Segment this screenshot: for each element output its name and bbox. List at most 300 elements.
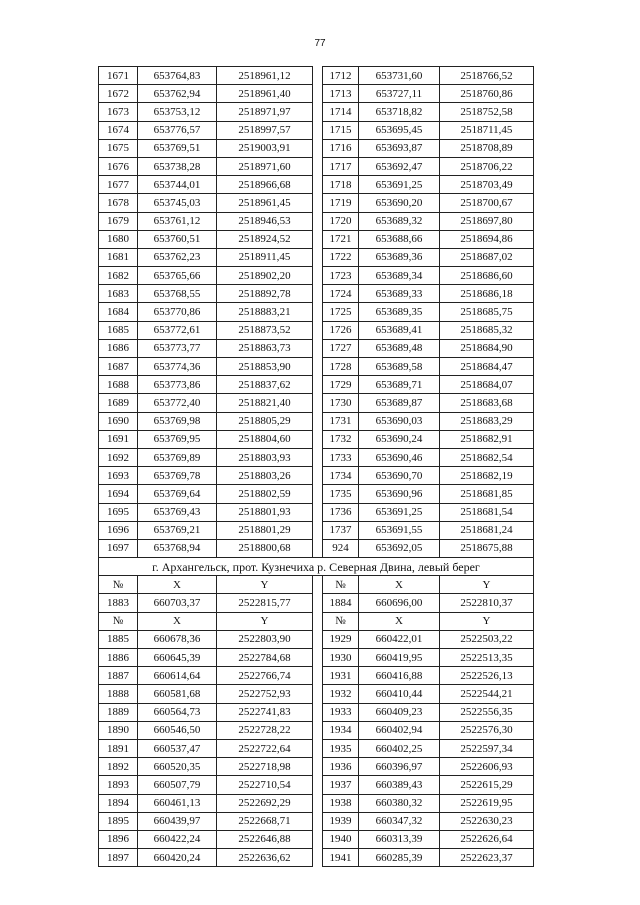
x-coordinate-cell: 660546,50 — [138, 721, 217, 739]
x-coordinate-cell: 660380,32 — [359, 794, 440, 812]
column-gap — [313, 103, 323, 121]
column-gap — [313, 339, 323, 357]
column-gap — [313, 285, 323, 303]
y-coordinate-cell: 2522556,35 — [440, 703, 534, 721]
x-coordinate-cell: 660564,73 — [138, 703, 217, 721]
y-coordinate-cell: 2518681,54 — [440, 503, 534, 521]
y-coordinate-cell: 2518803,93 — [217, 448, 313, 466]
y-coordinate-cell: 2522668,71 — [217, 812, 313, 830]
x-coordinate-cell: 653764,83 — [138, 67, 217, 85]
y-coordinate-cell: 2518911,45 — [217, 248, 313, 266]
y-coordinate-cell: 2522710,54 — [217, 776, 313, 794]
column-gap — [313, 67, 323, 85]
x-coordinate-cell: 660347,32 — [359, 812, 440, 830]
y-coordinate-cell: 2518681,24 — [440, 521, 534, 539]
y-coordinate-cell: 2522741,83 — [217, 703, 313, 721]
x-coordinate-cell: 660402,25 — [359, 739, 440, 757]
x-coordinate-cell: 653774,36 — [138, 358, 217, 376]
coordinates-table — [98, 66, 534, 867]
table-row — [99, 703, 534, 721]
y-coordinate-cell: 2518682,19 — [440, 467, 534, 485]
table-row — [99, 594, 534, 612]
point-number-cell: 1938 — [323, 794, 359, 812]
y-header: Y — [440, 612, 534, 630]
column-gap — [313, 139, 323, 157]
table-row — [99, 503, 534, 521]
x-coordinate-cell: 660410,44 — [359, 685, 440, 703]
column-gap — [313, 230, 323, 248]
table-row — [99, 739, 534, 757]
y-coordinate-cell: 2522606,93 — [440, 758, 534, 776]
point-number-cell: 1683 — [99, 285, 138, 303]
column-gap — [313, 703, 323, 721]
column-gap — [313, 303, 323, 321]
y-coordinate-cell: 2518883,21 — [217, 303, 313, 321]
y-coordinate-cell: 2518682,91 — [440, 430, 534, 448]
y-coordinate-cell: 2518800,68 — [217, 539, 313, 557]
y-coordinate-cell: 2518892,78 — [217, 285, 313, 303]
y-coordinate-cell: 2518694,86 — [440, 230, 534, 248]
x-coordinate-cell: 660461,13 — [138, 794, 217, 812]
table-row — [99, 794, 534, 812]
point-number-cell: 1677 — [99, 176, 138, 194]
y-coordinate-cell: 2518853,90 — [217, 358, 313, 376]
y-coordinate-cell: 2518683,68 — [440, 394, 534, 412]
x-coordinate-cell: 653690,96 — [359, 485, 440, 503]
column-gap — [313, 485, 323, 503]
x-coordinate-cell: 653773,77 — [138, 339, 217, 357]
point-number-cell: 1726 — [323, 321, 359, 339]
y-coordinate-cell: 2518946,53 — [217, 212, 313, 230]
column-gap — [313, 685, 323, 703]
point-number-cell: 1689 — [99, 394, 138, 412]
y-coordinate-cell: 2518752,58 — [440, 103, 534, 121]
x-header: X — [138, 576, 217, 594]
y-coordinate-cell: 2522597,34 — [440, 739, 534, 757]
table-row — [99, 248, 534, 266]
number-header: № — [323, 612, 359, 630]
table-row — [99, 212, 534, 230]
table-row — [99, 721, 534, 739]
column-gap — [313, 667, 323, 685]
y-coordinate-cell: 2518684,47 — [440, 358, 534, 376]
point-number-cell: 1894 — [99, 794, 138, 812]
point-number-cell: 1736 — [323, 503, 359, 521]
point-number-cell: 1731 — [323, 412, 359, 430]
point-number-cell: 1734 — [323, 467, 359, 485]
x-coordinate-cell: 660696,00 — [359, 594, 440, 612]
x-coordinate-cell: 660439,97 — [138, 812, 217, 830]
point-number-cell: 1675 — [99, 139, 138, 157]
point-number-cell: 1936 — [323, 758, 359, 776]
point-number-cell: 1691 — [99, 430, 138, 448]
point-number-cell: 924 — [323, 539, 359, 557]
point-number-cell: 1672 — [99, 85, 138, 103]
point-number-cell: 1733 — [323, 448, 359, 466]
y-coordinate-cell: 2518685,32 — [440, 321, 534, 339]
x-coordinate-cell: 660678,36 — [138, 630, 217, 648]
x-coordinate-cell: 653768,55 — [138, 285, 217, 303]
table-row — [99, 85, 534, 103]
y-coordinate-cell: 2522544,21 — [440, 685, 534, 703]
x-coordinate-cell: 660614,64 — [138, 667, 217, 685]
x-coordinate-cell: 653691,25 — [359, 503, 440, 521]
table-row — [99, 667, 534, 685]
x-coordinate-cell: 653769,21 — [138, 521, 217, 539]
point-number-cell: 1932 — [323, 685, 359, 703]
page-number: 77 — [314, 38, 326, 49]
x-coordinate-cell: 660703,37 — [138, 594, 217, 612]
table-row — [99, 230, 534, 248]
table-row — [99, 521, 534, 539]
table-row — [99, 285, 534, 303]
column-gap — [313, 394, 323, 412]
y-coordinate-cell: 2518961,45 — [217, 194, 313, 212]
point-number-cell: 1884 — [323, 594, 359, 612]
y-coordinate-cell: 2518966,68 — [217, 176, 313, 194]
point-number-cell: 1723 — [323, 267, 359, 285]
x-coordinate-cell: 653690,24 — [359, 430, 440, 448]
x-coordinate-cell: 653769,43 — [138, 503, 217, 521]
point-number-cell: 1929 — [323, 630, 359, 648]
y-coordinate-cell: 2522503,22 — [440, 630, 534, 648]
point-number-cell: 1729 — [323, 376, 359, 394]
table-row — [99, 303, 534, 321]
x-coordinate-cell: 653718,82 — [359, 103, 440, 121]
column-gap — [313, 649, 323, 667]
y-coordinate-cell: 2518675,88 — [440, 539, 534, 557]
x-coordinate-cell: 653761,12 — [138, 212, 217, 230]
table-row — [99, 830, 534, 848]
number-header: № — [99, 576, 138, 594]
table-row — [99, 394, 534, 412]
column-gap — [313, 812, 323, 830]
column-gap — [313, 212, 323, 230]
y-coordinate-cell: 2522752,93 — [217, 685, 313, 703]
y-coordinate-cell: 2518837,62 — [217, 376, 313, 394]
table-row — [99, 448, 534, 466]
y-header: Y — [217, 612, 313, 630]
point-number-cell: 1893 — [99, 776, 138, 794]
column-gap — [313, 248, 323, 266]
x-coordinate-cell: 653776,57 — [138, 121, 217, 139]
header-row — [99, 576, 534, 594]
point-number-cell: 1735 — [323, 485, 359, 503]
point-number-cell: 1714 — [323, 103, 359, 121]
point-number-cell: 1686 — [99, 339, 138, 357]
x-coordinate-cell: 653769,98 — [138, 412, 217, 430]
point-number-cell: 1940 — [323, 830, 359, 848]
column-gap — [313, 467, 323, 485]
x-coordinate-cell: 653695,45 — [359, 121, 440, 139]
y-coordinate-cell: 2522803,90 — [217, 630, 313, 648]
y-coordinate-cell: 2518685,75 — [440, 303, 534, 321]
y-coordinate-cell: 2522646,88 — [217, 830, 313, 848]
y-coordinate-cell: 2519003,91 — [217, 139, 313, 157]
column-gap — [313, 576, 323, 594]
column-gap — [313, 830, 323, 848]
point-number-cell: 1897 — [99, 849, 138, 867]
x-coordinate-cell: 653744,01 — [138, 176, 217, 194]
x-coordinate-cell: 653768,94 — [138, 539, 217, 557]
x-coordinate-cell: 653690,20 — [359, 194, 440, 212]
x-coordinate-cell: 653689,41 — [359, 321, 440, 339]
x-coordinate-cell: 653772,40 — [138, 394, 217, 412]
y-coordinate-cell: 2518971,60 — [217, 157, 313, 175]
point-number-cell: 1685 — [99, 321, 138, 339]
point-number-cell: 1935 — [323, 739, 359, 757]
column-gap — [313, 157, 323, 175]
point-number-cell: 1931 — [323, 667, 359, 685]
point-number-cell: 1934 — [323, 721, 359, 739]
point-number-cell: 1694 — [99, 485, 138, 503]
point-number-cell: 1933 — [323, 703, 359, 721]
point-number-cell: 1697 — [99, 539, 138, 557]
y-coordinate-cell: 2518961,12 — [217, 67, 313, 85]
x-coordinate-cell: 660537,47 — [138, 739, 217, 757]
column-gap — [313, 412, 323, 430]
x-coordinate-cell: 653689,71 — [359, 376, 440, 394]
y-coordinate-cell: 2518760,86 — [440, 85, 534, 103]
column-gap — [313, 776, 323, 794]
table-row — [99, 176, 534, 194]
point-number-cell: 1892 — [99, 758, 138, 776]
y-coordinate-cell: 2518708,89 — [440, 139, 534, 157]
y-coordinate-cell: 2518703,49 — [440, 176, 534, 194]
y-coordinate-cell: 2522615,29 — [440, 776, 534, 794]
table-row — [99, 157, 534, 175]
point-number-cell: 1712 — [323, 67, 359, 85]
y-header: Y — [217, 576, 313, 594]
point-number-cell: 1720 — [323, 212, 359, 230]
x-coordinate-cell: 653760,51 — [138, 230, 217, 248]
x-coordinate-cell: 653689,36 — [359, 248, 440, 266]
column-gap — [313, 194, 323, 212]
point-number-cell: 1883 — [99, 594, 138, 612]
y-coordinate-cell: 2518686,60 — [440, 267, 534, 285]
x-coordinate-cell: 660581,68 — [138, 685, 217, 703]
x-coordinate-cell: 653765,66 — [138, 267, 217, 285]
point-number-cell: 1718 — [323, 176, 359, 194]
x-coordinate-cell: 660645,39 — [138, 649, 217, 667]
x-coordinate-cell: 653772,61 — [138, 321, 217, 339]
x-coordinate-cell: 653762,94 — [138, 85, 217, 103]
point-number-cell: 1896 — [99, 830, 138, 848]
table-row — [99, 376, 534, 394]
table-row — [99, 430, 534, 448]
y-coordinate-cell: 2522630,23 — [440, 812, 534, 830]
column-gap — [313, 503, 323, 521]
y-coordinate-cell: 2518766,52 — [440, 67, 534, 85]
column-gap — [313, 85, 323, 103]
y-coordinate-cell: 2518802,59 — [217, 485, 313, 503]
column-gap — [313, 376, 323, 394]
point-number-cell: 1721 — [323, 230, 359, 248]
y-coordinate-cell: 2518684,90 — [440, 339, 534, 357]
y-coordinate-cell: 2518683,29 — [440, 412, 534, 430]
y-coordinate-cell: 2518687,02 — [440, 248, 534, 266]
x-coordinate-cell: 653689,58 — [359, 358, 440, 376]
point-number-cell: 1727 — [323, 339, 359, 357]
column-gap — [313, 358, 323, 376]
y-coordinate-cell: 2518684,07 — [440, 376, 534, 394]
column-gap — [313, 430, 323, 448]
x-coordinate-cell: 653753,12 — [138, 103, 217, 121]
y-coordinate-cell: 2518805,29 — [217, 412, 313, 430]
y-coordinate-cell: 2522513,35 — [440, 649, 534, 667]
x-coordinate-cell: 653727,11 — [359, 85, 440, 103]
point-number-cell: 1888 — [99, 685, 138, 703]
point-number-cell: 1676 — [99, 157, 138, 175]
point-number-cell: 1680 — [99, 230, 138, 248]
point-number-cell: 1695 — [99, 503, 138, 521]
x-coordinate-cell: 660420,24 — [138, 849, 217, 867]
point-number-cell: 1687 — [99, 358, 138, 376]
column-gap — [313, 721, 323, 739]
point-number-cell: 1895 — [99, 812, 138, 830]
y-coordinate-cell: 2518706,22 — [440, 157, 534, 175]
table-row — [99, 121, 534, 139]
column-gap — [313, 794, 323, 812]
x-coordinate-cell: 653738,28 — [138, 157, 217, 175]
point-number-cell: 1693 — [99, 467, 138, 485]
table-row — [99, 339, 534, 357]
table-row — [99, 194, 534, 212]
x-coordinate-cell: 653689,34 — [359, 267, 440, 285]
point-number-cell: 1730 — [323, 394, 359, 412]
point-number-cell: 1690 — [99, 412, 138, 430]
column-gap — [313, 321, 323, 339]
table-row — [99, 630, 534, 648]
point-number-cell: 1891 — [99, 739, 138, 757]
table-row — [99, 267, 534, 285]
point-number-cell: 1941 — [323, 849, 359, 867]
x-coordinate-cell: 660402,94 — [359, 721, 440, 739]
y-coordinate-cell: 2522526,13 — [440, 667, 534, 685]
x-coordinate-cell: 653770,86 — [138, 303, 217, 321]
column-gap — [313, 121, 323, 139]
x-coordinate-cell: 660507,79 — [138, 776, 217, 794]
x-coordinate-cell: 653769,89 — [138, 448, 217, 466]
y-coordinate-cell: 2518902,20 — [217, 267, 313, 285]
point-number-cell: 1678 — [99, 194, 138, 212]
point-number-cell: 1725 — [323, 303, 359, 321]
point-number-cell: 1722 — [323, 248, 359, 266]
point-number-cell: 1732 — [323, 430, 359, 448]
x-coordinate-cell: 653745,03 — [138, 194, 217, 212]
y-coordinate-cell: 2518686,18 — [440, 285, 534, 303]
y-coordinate-cell: 2518804,60 — [217, 430, 313, 448]
x-coordinate-cell: 653689,35 — [359, 303, 440, 321]
point-number-cell: 1674 — [99, 121, 138, 139]
column-gap — [313, 758, 323, 776]
x-coordinate-cell: 653689,48 — [359, 339, 440, 357]
y-coordinate-cell: 2518801,29 — [217, 521, 313, 539]
point-number-cell: 1717 — [323, 157, 359, 175]
x-header: X — [359, 576, 440, 594]
point-number-cell: 1679 — [99, 212, 138, 230]
x-coordinate-cell: 660419,95 — [359, 649, 440, 667]
y-coordinate-cell: 2518801,93 — [217, 503, 313, 521]
table-row — [99, 776, 534, 794]
table-row — [99, 467, 534, 485]
x-coordinate-cell: 660520,35 — [138, 758, 217, 776]
table-row — [99, 539, 534, 557]
y-coordinate-cell: 2518873,52 — [217, 321, 313, 339]
y-coordinate-cell: 2522722,64 — [217, 739, 313, 757]
point-number-cell: 1682 — [99, 267, 138, 285]
x-coordinate-cell: 660409,23 — [359, 703, 440, 721]
point-number-cell: 1681 — [99, 248, 138, 266]
x-coordinate-cell: 660422,24 — [138, 830, 217, 848]
column-gap — [313, 176, 323, 194]
point-number-cell: 1688 — [99, 376, 138, 394]
x-coordinate-cell: 660422,01 — [359, 630, 440, 648]
y-header: Y — [440, 576, 534, 594]
x-coordinate-cell: 653692,05 — [359, 539, 440, 557]
y-coordinate-cell: 2522619,95 — [440, 794, 534, 812]
point-number-cell: 1939 — [323, 812, 359, 830]
column-gap — [313, 539, 323, 557]
point-number-cell: 1696 — [99, 521, 138, 539]
x-coordinate-cell: 653690,70 — [359, 467, 440, 485]
x-coordinate-cell: 653688,66 — [359, 230, 440, 248]
x-coordinate-cell: 660313,39 — [359, 830, 440, 848]
point-number-cell: 1713 — [323, 85, 359, 103]
point-number-cell: 1724 — [323, 285, 359, 303]
x-coordinate-cell: 660416,88 — [359, 667, 440, 685]
x-coordinate-cell: 660285,39 — [359, 849, 440, 867]
y-coordinate-cell: 2522728,22 — [217, 721, 313, 739]
y-coordinate-cell: 2518863,73 — [217, 339, 313, 357]
x-coordinate-cell: 653690,03 — [359, 412, 440, 430]
point-number-cell: 1930 — [323, 649, 359, 667]
header-row — [99, 612, 534, 630]
point-number-cell: 1716 — [323, 139, 359, 157]
x-coordinate-cell: 653731,60 — [359, 67, 440, 85]
point-number-cell: 1715 — [323, 121, 359, 139]
point-number-cell: 1889 — [99, 703, 138, 721]
point-number-cell: 1885 — [99, 630, 138, 648]
point-number-cell: 1937 — [323, 776, 359, 794]
x-coordinate-cell: 653769,51 — [138, 139, 217, 157]
y-coordinate-cell: 2518700,67 — [440, 194, 534, 212]
y-coordinate-cell: 2522636,62 — [217, 849, 313, 867]
y-coordinate-cell: 2518924,52 — [217, 230, 313, 248]
column-gap — [313, 448, 323, 466]
table-row — [99, 849, 534, 867]
y-coordinate-cell: 2522626,64 — [440, 830, 534, 848]
x-header: X — [138, 612, 217, 630]
column-gap — [313, 849, 323, 867]
table-row — [99, 685, 534, 703]
column-gap — [313, 612, 323, 630]
x-coordinate-cell: 653773,86 — [138, 376, 217, 394]
y-coordinate-cell: 2518681,85 — [440, 485, 534, 503]
column-gap — [313, 594, 323, 612]
y-coordinate-cell: 2522815,77 — [217, 594, 313, 612]
y-coordinate-cell: 2518997,57 — [217, 121, 313, 139]
table-row — [99, 358, 534, 376]
y-coordinate-cell: 2522810,37 — [440, 594, 534, 612]
point-number-cell: 1728 — [323, 358, 359, 376]
x-coordinate-cell: 653769,78 — [138, 467, 217, 485]
y-coordinate-cell: 2522692,29 — [217, 794, 313, 812]
table-row — [99, 139, 534, 157]
section-caption-row — [99, 558, 534, 576]
point-number-cell: 1719 — [323, 194, 359, 212]
y-coordinate-cell: 2522784,68 — [217, 649, 313, 667]
